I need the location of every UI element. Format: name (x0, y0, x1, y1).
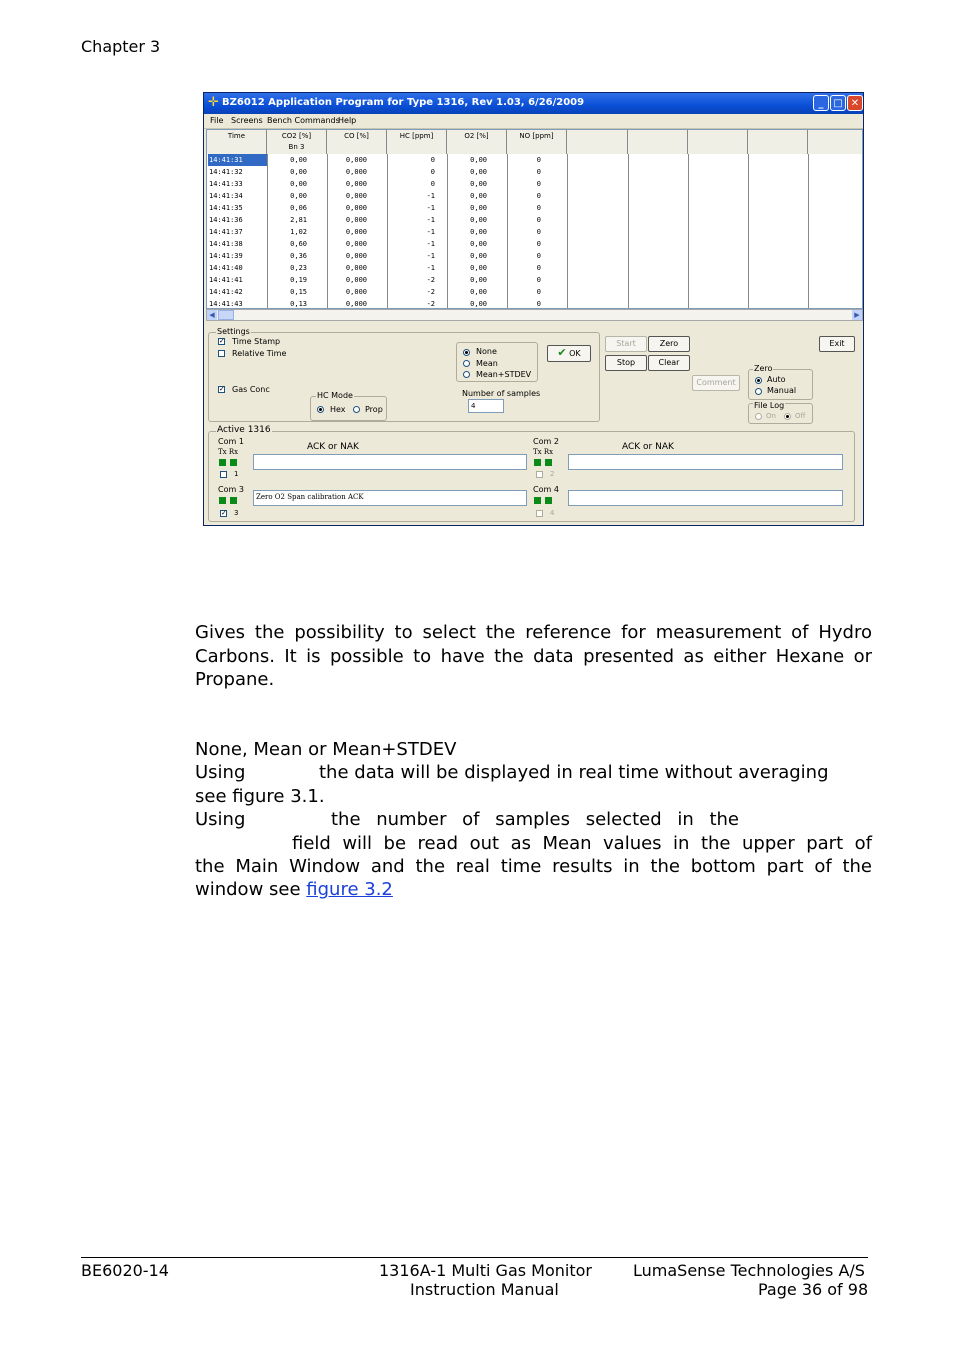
zero-auto-radio[interactable] (755, 377, 762, 384)
active-1316-label: Active 1316 (217, 425, 271, 435)
menu-help[interactable]: Help (338, 116, 357, 125)
value-cell: 0,000 (345, 300, 367, 308)
footer-manual: Instruction Manual (410, 1280, 559, 1299)
col-header-no: NO [ppm] (507, 130, 567, 154)
text-line (195, 878, 393, 901)
value-cell: 0,00 (290, 180, 307, 188)
grid-divider (567, 154, 568, 309)
menu-bar (204, 114, 863, 129)
value-cell: 0,00 (470, 276, 487, 284)
value-cell: 0,00 (470, 192, 487, 200)
com3-label: Com 3 (218, 485, 244, 494)
com2-response-field[interactable] (568, 454, 843, 470)
value-cell: -2 (426, 276, 435, 284)
footer-product: 1316A-1 Multi Gas Monitor (379, 1261, 592, 1280)
title-bar (204, 93, 863, 114)
com3-checkbox[interactable]: ✓ (221, 509, 227, 517)
com4-tx-led (534, 497, 541, 504)
value-cell: 0,00 (470, 216, 487, 224)
value-cell: -1 (426, 264, 435, 272)
com2-rx-led (545, 459, 552, 466)
zero-button[interactable]: Zero (648, 336, 690, 352)
relative-time-label: Relative Time (232, 349, 287, 358)
file-log-off-radio[interactable] (784, 413, 791, 420)
com3-tx-led (219, 497, 226, 504)
value-cell: 0 (430, 156, 435, 164)
time-cell: 14:41:41 (209, 276, 243, 284)
time-cell: 14:41:31 (208, 154, 267, 166)
footer-company: LumaSense Technologies A/S (633, 1261, 865, 1280)
chapter-header: Chapter 3 (81, 37, 161, 56)
hex-radio[interactable] (317, 406, 324, 413)
value-cell: 0,000 (345, 216, 367, 224)
value-cell: 0,000 (345, 264, 367, 272)
value-cell: 0,23 (290, 264, 307, 272)
value-cell: 0,60 (290, 240, 307, 248)
value-cell: 0,000 (345, 240, 367, 248)
data-grid[interactable] (206, 129, 863, 309)
col-header-empty (567, 130, 628, 154)
value-cell: 0 (430, 180, 435, 188)
zero-manual-label: Manual (767, 386, 797, 395)
com3-rx-led (230, 497, 237, 504)
com1-txrx-label: Tx Rx (218, 448, 239, 456)
value-cell: 0 (430, 168, 435, 176)
mean-stdev-label: Mean+STDEV (476, 370, 532, 379)
value-cell: 0,00 (290, 192, 307, 200)
time-cell: 14:41:36 (209, 216, 243, 224)
relative-time-checkbox[interactable] (218, 350, 225, 357)
value-cell: 2,81 (290, 216, 307, 224)
com1-number: 1 (234, 470, 239, 478)
hc-mode-description: Gives the possibility to select the reference for measurement of Hydro Carbons. It is possible to have the data presented as either Hexane or Propane. (195, 622, 872, 690)
footer-doc-number: BE6020-14 (81, 1261, 169, 1280)
horizontal-scrollbar[interactable] (206, 309, 863, 321)
scroll-left-icon[interactable]: ◀ (207, 310, 217, 320)
com1-response-field[interactable] (253, 454, 527, 470)
value-cell: 0 (536, 204, 541, 212)
text-line: the number of samples selected in the (331, 809, 739, 830)
col-header-co: CO [%] (327, 130, 387, 154)
num-samples-label: Number of samples (462, 389, 541, 398)
com3-number: 3 (234, 509, 239, 517)
app-window-screenshot (203, 92, 864, 526)
time-cell: 14:41:38 (209, 240, 243, 248)
com2-tx-led (534, 459, 541, 466)
com4-rx-led (545, 497, 552, 504)
menu-file[interactable]: File (210, 116, 224, 125)
com4-number: 4 (550, 509, 555, 517)
col-header-empty (628, 130, 688, 154)
value-cell: 0,06 (290, 204, 307, 212)
col-header-empty (808, 130, 863, 154)
value-cell: -1 (426, 216, 435, 224)
text-line: field will be read out as Mean values in the upper part of (292, 833, 872, 854)
time-cell: 14:41:35 (209, 204, 243, 212)
text-line: see figure 3.1. (195, 786, 325, 807)
time-cell: 14:41:37 (209, 228, 243, 236)
value-cell: -1 (426, 228, 435, 236)
value-cell: 0,000 (345, 168, 367, 176)
col-header-o2: O2 [%] (447, 130, 507, 154)
file-log-on-label: On (766, 412, 776, 420)
col-header-empty (688, 130, 748, 154)
gas-conc-label: Gas Conc (232, 385, 270, 394)
text-line: the Main Window and the real time results in the bottom part of the (195, 856, 872, 877)
mean-label: Mean (476, 359, 498, 368)
stop-button[interactable]: Stop (605, 355, 647, 371)
zero-manual-radio[interactable] (755, 388, 762, 395)
com1-ack-label: ACK or NAK (307, 442, 359, 452)
menu-bench-commands[interactable]: Bench Commands (267, 116, 340, 125)
value-cell: 0,00 (290, 156, 307, 164)
hex-label: Hex (330, 405, 346, 414)
value-cell: 0,00 (470, 168, 487, 176)
scroll-right-icon[interactable]: ▶ (852, 310, 862, 320)
value-cell: 0 (536, 216, 541, 224)
value-cell: -1 (426, 240, 435, 248)
zero-group (748, 369, 813, 400)
file-log-on-radio[interactable] (755, 413, 762, 420)
value-cell: 0 (536, 264, 541, 272)
col-header-co2: CO2 [%] Bn 3 (267, 130, 327, 154)
value-cell: -1 (426, 204, 435, 212)
prop-label: Prop (365, 405, 383, 414)
mean-stdev-radio[interactable] (463, 371, 470, 378)
menu-screens[interactable]: Screens (231, 116, 263, 125)
value-cell: 0 (536, 192, 541, 200)
com2-number: 2 (550, 470, 555, 478)
com4-checkbox[interactable] (536, 510, 543, 517)
value-cell: 0 (536, 180, 541, 188)
settings-label: Settings (217, 327, 250, 336)
value-cell: -1 (426, 192, 435, 200)
value-cell: 0,000 (345, 276, 367, 284)
value-cell: 0,00 (470, 264, 487, 272)
com4-label: Com 4 (533, 485, 559, 494)
value-cell: 0,000 (345, 252, 367, 260)
value-cell: 0,00 (470, 204, 487, 212)
window-title: BZ6012 Application Program for Type 1316, Rev 1.03, 6/26/2009 (222, 97, 585, 108)
prop-radio[interactable] (353, 406, 360, 413)
value-cell: 0,00 (470, 300, 487, 308)
num-samples-input[interactable]: 4 (468, 399, 504, 413)
value-cell: 0,000 (345, 192, 367, 200)
grid-divider (688, 154, 689, 309)
minimize-icon[interactable]: _ (813, 95, 829, 111)
mean-radio[interactable] (463, 360, 470, 367)
text-line: Using (195, 809, 246, 830)
com2-label: Com 2 (533, 437, 559, 446)
grid-divider (748, 154, 749, 309)
figure-3-2-link[interactable]: figure 3.2 (306, 879, 393, 900)
file-log-label: File Log (754, 401, 785, 410)
value-cell: 0,000 (345, 180, 367, 188)
clear-button[interactable]: Clear (648, 355, 690, 371)
grid-divider (808, 154, 809, 309)
time-cell: 14:41:34 (209, 192, 243, 200)
value-cell: 0,00 (470, 288, 487, 296)
value-cell: 0,15 (290, 288, 307, 296)
time-cell: 14:41:42 (209, 288, 243, 296)
value-cell: 0,13 (290, 300, 307, 308)
value-cell: 0,00 (470, 240, 487, 248)
value-cell: 0,00 (470, 228, 487, 236)
hc-mode-label: HC Mode (317, 391, 353, 400)
value-cell: 1,02 (290, 228, 307, 236)
time-cell: 14:41:33 (209, 180, 243, 188)
footer-page: Page 36 of 98 (758, 1280, 869, 1299)
value-cell: 0,000 (345, 204, 367, 212)
com2-txrx-label: Tx Rx (533, 448, 554, 456)
com2-ack-label: ACK or NAK (622, 442, 674, 452)
com4-response-field[interactable] (568, 490, 843, 506)
close-icon[interactable]: ✕ (847, 95, 863, 111)
active-1316-group (208, 431, 855, 522)
value-cell: 0 (536, 276, 541, 284)
ok-button[interactable]: ✔ OK (547, 345, 591, 362)
value-cell: 0 (536, 252, 541, 260)
value-cell: 0,19 (290, 276, 307, 284)
value-cell: 0 (536, 300, 541, 308)
value-cell: -2 (426, 288, 435, 296)
scroll-thumb[interactable] (218, 310, 234, 320)
value-cell: 0,00 (470, 180, 487, 188)
value-cell: 0 (536, 288, 541, 296)
grid-divider (628, 154, 629, 309)
com1-checkbox[interactable] (220, 471, 227, 478)
none-radio[interactable] (463, 349, 470, 356)
value-cell: 0,000 (345, 288, 367, 296)
time-cell: 14:41:32 (209, 168, 243, 176)
value-cell: 0 (536, 168, 541, 176)
col-header-hc: HC [ppm] (387, 130, 447, 154)
maximize-icon[interactable]: □ (830, 95, 846, 111)
col-header-time: Time (207, 130, 267, 154)
start-button[interactable]: Start (605, 336, 647, 352)
exit-button[interactable]: Exit (819, 336, 855, 352)
footer-rule (81, 1257, 868, 1258)
value-cell: 0 (536, 228, 541, 236)
time-cell: 14:41:43 (209, 300, 243, 308)
com3-response-field[interactable]: Zero O2 Span calibration ACK (253, 490, 527, 506)
value-cell: 0 (536, 240, 541, 248)
value-cell: -2 (426, 300, 435, 308)
value-cell: 0,00 (470, 252, 487, 260)
comment-button[interactable]: Comment (692, 375, 740, 391)
col-header-empty (748, 130, 808, 154)
time-stamp-label: Time Stamp (232, 337, 281, 346)
com1-label: Com 1 (218, 437, 244, 446)
com1-tx-led (219, 459, 226, 466)
com1-rx-led (230, 459, 237, 466)
value-cell: 0,36 (290, 252, 307, 260)
time-cell: 14:41:39 (209, 252, 243, 260)
zero-group-label: Zero (754, 364, 773, 373)
averaging-options: None, Mean or Mean+STDEV (195, 739, 457, 760)
value-cell: 0,000 (345, 156, 367, 164)
check-icon: ✔ (557, 346, 567, 359)
text-span: window see (195, 879, 301, 900)
app-icon: ✛ (208, 95, 219, 110)
text-line: Using (195, 762, 246, 783)
com2-checkbox[interactable] (536, 471, 543, 478)
zero-auto-label: Auto (767, 375, 786, 384)
value-cell: 0,00 (290, 168, 307, 176)
value-cell: -1 (426, 252, 435, 260)
time-stamp-checkbox[interactable]: ✓ (219, 337, 225, 345)
text-line: the data will be displayed in real time without averaging (319, 762, 829, 783)
value-cell: 0,00 (470, 156, 487, 164)
value-cell: 0,000 (345, 228, 367, 236)
time-cell: 14:41:40 (209, 264, 243, 272)
none-label: None (476, 347, 497, 356)
file-log-off-label: Off (795, 412, 806, 420)
value-cell: 0 (536, 156, 541, 164)
gas-conc-checkbox[interactable]: ✓ (219, 385, 225, 393)
